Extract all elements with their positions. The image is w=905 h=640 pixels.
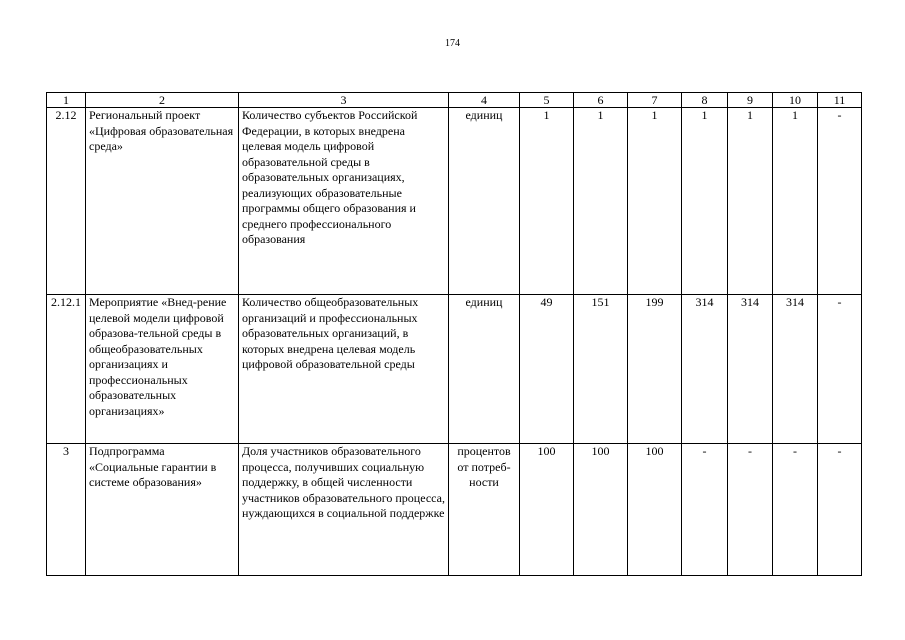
value-cell: 199	[628, 295, 682, 444]
table-row	[47, 108, 862, 295]
value-cell: 314	[728, 295, 773, 444]
value-cell: 100	[628, 444, 682, 576]
header-row	[47, 93, 862, 108]
value-cell: 314	[773, 295, 818, 444]
program-name: Мероприятие «Внед-рение целевой модели цифровой образова-тельной среды в общеобразовательных организациях и профессиональных образовательных организациях»	[86, 295, 239, 444]
indicators-table	[46, 92, 862, 576]
value-cell: -	[728, 444, 773, 576]
column-header: 7	[628, 93, 682, 108]
table-row	[47, 295, 862, 444]
value-cell: 1	[520, 108, 574, 295]
indicator-name: Количество субъектов Российской Федерации, в которых внедрена целевая модель цифровой образовательной среды в образовательных организациях, реализующих образовательные программы общего образования и среднего профессионального образования	[239, 108, 449, 295]
indicator-name: Доля участников образовательного процесса, получивших социальную поддержку, в общей численности участников образовательного процесса, нуждающихся в социальной поддержке	[239, 444, 449, 576]
value-cell: -	[818, 295, 862, 444]
value-cell: -	[818, 444, 862, 576]
indicator-name: Количество общеобразовательных организаций и профессиональных образовательных организаций, в которых внедрена целевая модель цифровой образовательной среды	[239, 295, 449, 444]
program-name: Региональный проект «Цифровая образовательная среда»	[86, 108, 239, 295]
column-header: 5	[520, 93, 574, 108]
value-cell: 151	[574, 295, 628, 444]
value-cell: 49	[520, 295, 574, 444]
row-number: 2.12.1	[47, 295, 86, 444]
row-number: 3	[47, 444, 86, 576]
table-row	[47, 444, 862, 576]
column-header: 8	[682, 93, 728, 108]
row-number: 2.12	[47, 108, 86, 295]
column-header: 10	[773, 93, 818, 108]
value-cell: -	[682, 444, 728, 576]
column-header: 6	[574, 93, 628, 108]
value-cell: 100	[574, 444, 628, 576]
value-cell: 1	[574, 108, 628, 295]
value-cell: 1	[773, 108, 818, 295]
page-number: 174	[445, 38, 460, 49]
unit-of-measure: процентов от потреб-ности	[449, 444, 520, 576]
value-cell: 1	[628, 108, 682, 295]
unit-of-measure: единиц	[449, 108, 520, 295]
column-header: 9	[728, 93, 773, 108]
column-header: 11	[818, 93, 862, 108]
value-cell: 1	[728, 108, 773, 295]
value-cell: -	[818, 108, 862, 295]
column-header: 4	[449, 93, 520, 108]
value-cell: -	[773, 444, 818, 576]
program-name: Подпрограмма «Социальные гарантии в системе образования»	[86, 444, 239, 576]
value-cell: 100	[520, 444, 574, 576]
value-cell: 1	[682, 108, 728, 295]
column-header: 1	[47, 93, 86, 108]
unit-of-measure: единиц	[449, 295, 520, 444]
column-header: 2	[86, 93, 239, 108]
value-cell: 314	[682, 295, 728, 444]
column-header: 3	[239, 93, 449, 108]
